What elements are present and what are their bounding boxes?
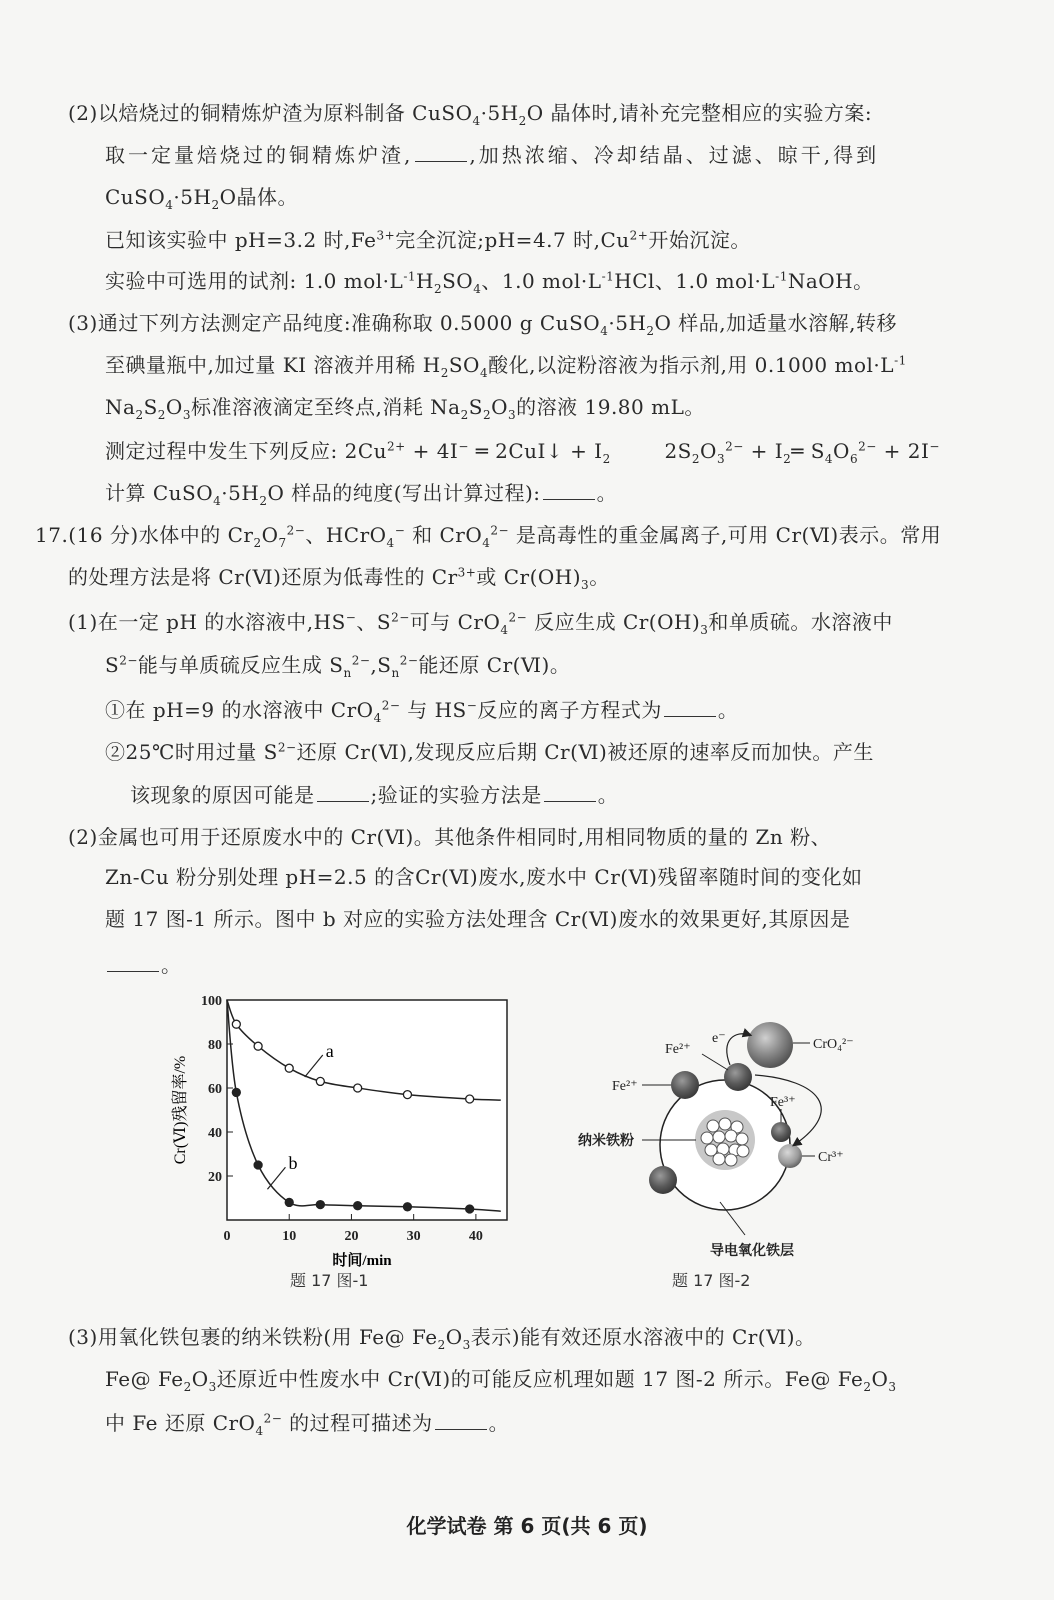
y-tick-label: 100	[201, 994, 222, 1009]
series-b-point	[316, 1201, 324, 1209]
q17-part3-line2: Fe@ $Fe_2O_3$还原近中性废水中 Cr(Ⅵ)的可能反应机理如题 17 图-2 所示。Fe@ $Fe_2O_3$	[105, 1367, 897, 1394]
q17-part2-line1: (2)金属也可用于还原废水中的 Cr(Ⅵ)。其他条件相同时,用相同物质的量的 Zn 粉、	[68, 825, 832, 849]
series-b-point	[285, 1198, 293, 1206]
q16-part3-line4: 测定过程中发生下列反应: $2Cu^{2+} + 4I^-$ ═ 2CuI↓ + $I_2$ $2S_2O_3^{2-}$ + $I_2═$ $S_4O_6^{2-} + 2I^-$	[105, 439, 940, 466]
label-fe2-left: Fe²⁺	[612, 1079, 638, 1094]
q17-part1-q2-line2: 该现象的原因可能是 ;验证的实验方法是 。	[130, 783, 619, 807]
leader-fe2-top	[702, 1054, 728, 1070]
q16-part2-line4: 已知该实验中 pH=3.2 时$,Fe^{3+}$完全沉淀;pH=4.7 时$,Cu^{2+}$开始沉淀。	[105, 228, 751, 252]
series-a-point	[466, 1095, 474, 1103]
x-tick-label: 0	[223, 1229, 231, 1244]
fe-ion-ball-bottom	[649, 1166, 677, 1194]
series-a-point	[285, 1064, 293, 1072]
y-tick-label: 60	[208, 1082, 222, 1097]
x-tick-label: 20	[344, 1229, 359, 1244]
figure-17-1-chart	[160, 985, 520, 1270]
q17-part1-line1: (1)在一定 pH 的水溶液中,HS−、$S^{2-}$可与 CrO$_4^{2-}$ 反应生成 $Cr(OH)_3$和单质硫。水溶液中	[68, 610, 893, 637]
series-b-point	[354, 1202, 362, 1210]
iron-particle	[725, 1154, 737, 1166]
annotation-label-a: a	[325, 1041, 334, 1061]
answer-blank	[415, 143, 467, 162]
q17-intro-line1: 17.(16 分)水体中的 $Cr_2O_7^{2-}$、HCrO$_4$− 和 CrO$_4^{2-}$ 是高毒性的重金属离子,可用 Cr(Ⅵ)表示。常用	[35, 523, 942, 550]
x-axis-label: 时间/min	[332, 1253, 392, 1269]
figure-17-2-diagram	[570, 1010, 880, 1260]
answer-blank	[544, 783, 596, 802]
figure-17-2-caption: 题 17 图-2	[672, 1271, 751, 1290]
page-footer: 化学试卷 第 6 页(共 6 页)	[406, 1514, 648, 1538]
series-a-point	[316, 1077, 324, 1085]
label-electron: e⁻	[712, 1031, 726, 1046]
x-tick-label: 40	[468, 1229, 483, 1244]
label-cr3: Cr³⁺	[818, 1150, 844, 1165]
q16-part3-line2: 至碘量瓶中,加过量 KI 溶液并用稀 $H_2SO_4$酸化,以淀粉溶液为指示剂,用 0.1000 $mol\cdot L^{-1}$	[105, 353, 907, 380]
label-nano-iron: 纳米铁粉	[578, 1134, 634, 1149]
iron-particle	[725, 1130, 737, 1142]
series-a-point	[232, 1020, 240, 1028]
answer-blank	[543, 481, 595, 500]
figure-17-1-caption: 题 17 图-1	[290, 1271, 369, 1290]
q17-part2-line4: 。	[105, 950, 182, 980]
q17-part1-line2: $S^{2-}$能与单质硫反应生成 $S_n^{2-},S_n^{2-}$能还原 Cr(Ⅵ)。	[105, 653, 571, 680]
series-b-point	[232, 1088, 240, 1096]
q17-part3-line1: (3)用氧化铁包裹的纳米铁粉(用 Fe@ $Fe_2O_3$表示)能有效还原水溶液中的 Cr(Ⅵ)。	[68, 1325, 816, 1352]
label-cro4: CrO₄²⁻	[813, 1037, 854, 1052]
q17-intro-line2: 的处理方法是将 Cr(Ⅵ)还原为低毒性的 $Cr^{3+}$或 $Cr(OH)_3$。	[68, 565, 610, 592]
q17-part1-q2-line1: ②25℃时用过量 $S^{2-}$还原 Cr(Ⅵ),发现反应后期 Cr(Ⅵ)被还原的速率反而加快。产生	[105, 740, 874, 764]
x-tick-label: 10	[282, 1229, 297, 1244]
answer-blank	[435, 1411, 487, 1430]
fe2-ion-ball-top	[724, 1063, 752, 1091]
answer-blank	[664, 698, 716, 717]
q16-part2-line2: 取一定量焙烧过的铜精炼炉渣, ,加热浓缩、冷却结晶、过滤、晾干,得到	[105, 143, 880, 167]
series-b-point	[254, 1161, 262, 1169]
fe2-ion-ball-left	[671, 1071, 699, 1099]
y-tick-label: 20	[208, 1170, 222, 1185]
q17-part1-q1: ①在 pH=9 的水溶液中 CrO$_4^{2-}$ 与 HS−反应的离子方程式为 。	[105, 698, 739, 725]
iron-particle	[701, 1132, 713, 1144]
series-b-point	[466, 1205, 474, 1213]
fe3-ion-ball	[771, 1122, 791, 1142]
answer-blank	[317, 783, 369, 802]
q17-part3-line3: 中 Fe 还原 CrO$_4^{2-}$ 的过程可描述为 。	[105, 1411, 510, 1438]
series-a-point	[403, 1091, 411, 1099]
cr3-ion-ball	[778, 1144, 802, 1168]
iron-particle	[719, 1118, 731, 1130]
q17-part2-line2: Zn-Cu 粉分别处理 pH=2.5 的含Cr(Ⅵ)废水,废水中 Cr(Ⅵ)残留率随时间的变化如	[105, 865, 863, 889]
q16-part3-line3: $Na_2S_2O_3$标准溶液滴定至终点,消耗 $Na_2S_2O_3$的溶液 19.80 mL。	[105, 395, 705, 422]
iron-particle	[713, 1153, 725, 1165]
label-oxide-layer: 导电氧化铁层	[710, 1244, 794, 1259]
iron-particle	[713, 1131, 725, 1143]
series-a-point	[354, 1084, 362, 1092]
electron-transfer-arrow	[727, 1034, 750, 1065]
cro4-ion-ball	[747, 1022, 793, 1068]
q16-part2-line1: (2)以焙烧过的铜精炼炉渣为原料制备 $CuSO_4\cdot 5H_2O$ 晶体时,请补充完整相应的实验方案:	[68, 101, 873, 128]
annotation-label-b: b	[288, 1153, 298, 1174]
answer-blank	[107, 953, 159, 972]
x-tick-label: 30	[406, 1229, 421, 1244]
q16-part2-line5: 实验中可选用的试剂: 1.0 $mol\cdot L^{-1}H_2SO_4$、1.0 $mol\cdot L^{-1}HCl$、1.0 $mol\cdot L^{-1}NaOH$。	[105, 269, 874, 296]
q16-part2-line3: $CuSO_4\cdot 5H_2O$晶体。	[105, 185, 298, 212]
y-axis-label: Cr(Ⅵ)残留率/%	[172, 1055, 189, 1165]
q17-part2-line3: 题 17 图-1 所示。图中 b 对应的实验方法处理含 Cr(Ⅵ)废水的效果更好,其原因是	[105, 907, 851, 931]
y-tick-label: 80	[208, 1038, 222, 1053]
iron-particle	[707, 1120, 719, 1132]
q16-part3-line5: 计算 $CuSO_4\cdot 5H_2O$ 样品的纯度(写出计算过程): 。	[105, 481, 618, 508]
q16-part3-line1: (3)通过下列方法测定产品纯度:准确称取 0.5000 g $CuSO_4\cdot 5H_2O$ 样品,加适量水溶解,转移	[68, 311, 897, 338]
label-fe3: Fe³⁺	[770, 1095, 796, 1110]
series-a-point	[254, 1042, 262, 1050]
iron-particle	[736, 1133, 748, 1145]
y-tick-label: 40	[208, 1126, 222, 1141]
iron-particle	[737, 1145, 749, 1157]
label-fe2-top: Fe²⁺	[665, 1042, 691, 1057]
series-b-point	[403, 1203, 411, 1211]
